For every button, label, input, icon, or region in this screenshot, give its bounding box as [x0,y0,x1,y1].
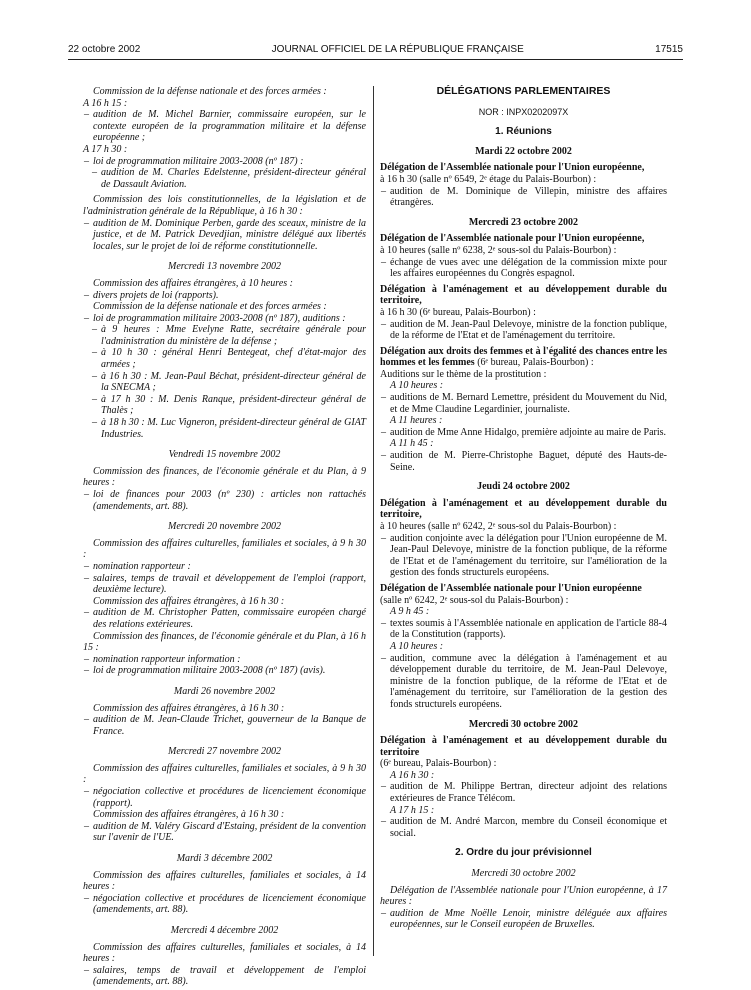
commission-heading: Commission des affaires étrangères, à 16 h 30 : [93,809,285,821]
agenda-item: – audition de M. Christopher Patten, commissaire européen chargé des relations extérieures. [83,607,366,630]
nor-reference: NOR : INPX0202097X [478,106,569,117]
agenda-item: – loi de programmation militaire 2003-2008 (nº 187), auditions : [83,313,366,325]
commission-heading: Commission des affaires étrangères, à 10 heures : [93,277,293,289]
agenda-item: – loi de programmation militaire 2003-2008 (nº 187) (avis). [83,665,366,677]
agenda-item: – audition de M. Jean-Claude Trichet, gouverneur de la Banque de France. [83,714,366,737]
header-page-number: 17515 [655,44,683,55]
delegation-heading [380,162,667,174]
agenda-item: – salaires, temps de travail et développement de l'emploi (rapport, deuxième lecture). [83,573,366,596]
commission-heading: Commission des affaires étrangères, à 16 h 30 : [93,595,285,607]
delegation-location: à 10 heures (salle nº 6242, 2ᵉ sous-sol du Palais-Bourbon) : [380,521,617,532]
commission-heading: Commission des affaires culturelles, familiales et sociales, à 14 heures : [83,869,366,893]
agenda-item: – négociation collective et procédures de licenciement économique (rapport). [83,786,366,809]
commission-heading: Commission des affaires culturelles, familiales et sociales, à 9 h 30 : [83,537,366,561]
time-label: A 17 h 30 : [83,143,128,155]
agenda-item: – audition de M. Jean-Paul Delevoye, ministre de la fonction publique, de la réforme de l'Etat et de l'aménagement du territoire. [380,319,667,342]
delegation-heading [380,284,667,307]
delegation-heading [380,233,667,245]
time-label: A 11 h 45 : [390,438,434,450]
time-label: A 10 heures : [390,640,444,652]
header-date: 22 octobre 2002 [68,44,141,55]
time-label: A 16 h 15 : [83,97,128,109]
commission-heading: Commission des affaires étrangères, à 16 h 30 : [93,702,285,714]
agenda-subitem: – audition de M. Charles Edelstenne, président-directeur général de Dassault Aviation. [83,167,366,190]
agenda-subitem: – à 16 h 30 : M. Jean-Paul Béchat, président-directeur général de la SNECMA ; [83,371,366,394]
delegation-name: Délégation de l'Assemblée nationale pour l'Union européenne, [380,233,645,245]
agenda-item: – audition de M. André Marcon, membre du Conseil économique et social. [380,816,667,839]
session-date: Mercredi 30 octobre 2002 [468,718,579,730]
session-date: Mercredi 30 octobre 2002 [471,868,576,880]
agenda-item: – audition de M. Philippe Bertran, directeur adjoint des relations extérieures de France Télécom. [380,781,667,804]
agenda-item: – audition de M. Dominique Perben, garde des sceaux, ministre de la justice, et de M. Patrick Devedjian, ministre délégué aux libertés locales, sur le projet de loi de réforme constitutionnelle. [83,218,366,253]
header-journal-title: JOURNAL OFFICIEL DE LA RÉPUBLIQUE FRANÇAISE [271,44,524,55]
agenda-item: – échange de vues avec une délégation de la commission mixte pour les affaires européennes du Congrès espagnol. [380,257,667,280]
commission-heading: Commission de la défense nationale et des forces armées : [93,86,327,97]
delegation-location: (6ᵉ bureau, Palais-Bourbon) : [477,357,594,369]
commission-heading: Commission des finances, de l'économie générale et du Plan, à 16 h 15 : [83,630,366,654]
section-title: DÉLÉGATIONS PARLEMENTAIRES [436,85,611,97]
agenda-item: – nomination rapporteur information : [83,654,366,666]
agenda-item: – audition de M. Valéry Giscard d'Estaing, président de la convention sur l'avenir de l'UE. [83,821,366,844]
agenda-item: – loi de finances pour 2003 (nº 230) : articles non rattachés (amendements, art. 88). [83,489,366,512]
subsection-title: 1. Réunions [495,126,552,138]
agenda-item: – négociation collective et procédures de licenciement économique (amendements, art. 88). [83,893,366,916]
session-date: Mardi 26 novembre 2002 [173,685,276,697]
delegation-name: Délégation de l'Assemblée nationale pour l'Union européenne, [380,162,645,174]
agenda-subitem: – à 17 h 30 : M. Denis Ranque, président-directeur général de Thalès ; [83,394,366,417]
session-date: Mardi 3 décembre 2002 [176,853,273,865]
subsection-title: 2. Ordre du jour prévisionnel [455,847,592,859]
agenda-item: – audition de Mme Noëlle Lenoir, ministre déléguée aux affaires européennes, sur le Conseil européen de Bruxelles. [380,908,667,931]
agenda-item: – loi de programmation militaire 2003-2008 (nº 187) : [83,156,366,168]
commission-heading: Commission de la défense nationale et des forces armées : [93,301,327,313]
column-divider [373,86,374,956]
session-date: Mercredi 23 octobre 2002 [468,216,579,228]
delegation-name: Délégation à l'aménagement et au développement durable du territoire, [380,497,667,521]
left-column [83,86,366,988]
session-date: Mercredi 27 novembre 2002 [167,746,282,758]
agenda-item: – textes soumis à l'Assemblée nationale en application de l'article 88-4 de la Constitution (rapports). [380,618,667,641]
right-column [380,86,667,931]
time-label: A 11 heures : [390,415,443,427]
session-date: Mercredi 4 décembre 2002 [170,925,279,936]
agenda-item: – audition de M. Pierre-Christophe Baguet, député des Hauts-de-Seine. [380,450,667,473]
session-date: Mardi 22 octobre 2002 [475,145,572,157]
commission-heading: Commission des affaires culturelles, familiales et sociales, à 9 h 30 : [83,762,366,786]
commission-heading: Commission des finances, de l'économie générale et du Plan, à 9 heures : [83,465,366,489]
delegation-name: Délégation à l'aménagement et au développement durable du territoire, [380,283,667,307]
agenda-item: – audition de Mme Anne Hidalgo, première adjointe au maire de Paris. [380,427,667,439]
agenda-intro: Auditions sur le thème de la prostitution : [380,368,547,380]
agenda-subitem: – à 9 heures : Mme Evelyne Ratte, secrétaire générale pour l'administration du ministère de la défense ; [83,324,366,347]
agenda-subitem: – à 10 h 30 : général Henri Bentegeat, chef d'état-major des armées ; [83,347,366,370]
agenda-item: – audition, commune avec la délégation à l'aménagement et au développement durable du territoire, de M. Jean-Paul Delevoye, ministre de la fonction publique, de la réforme de l'Etat et de l'aménagement du territoire, sur l'amélioration de la gestion des fonds structurels européens. [380,653,667,711]
delegation-heading [380,346,667,369]
agenda-item: – divers projets de loi (rapports). [83,290,366,302]
delegation-location: à 16 h 30 (salle nº 6549, 2ᵉ étage du Palais-Bourbon) : [380,173,597,185]
agenda-item: – nomination rapporteur : [83,561,366,573]
session-date: Vendredi 15 novembre 2002 [168,449,281,461]
time-label: A 9 h 45 : [390,606,430,618]
commission-heading: Commission des lois constitutionnelles, de la législation et de l'administration générale de la République, à 16 h 30 : [83,194,366,217]
time-label: A 10 heures : [390,380,444,392]
delegation-heading: Délégation de l'Assemblée nationale pour l'Union européenne, à 17 heures : [380,884,667,908]
delegation-heading [380,583,667,595]
delegation-location: à 10 heures (salle nº 6238, 2ᵉ sous-sol du Palais-Bourbon) : [380,244,617,256]
delegation-name: Délégation à l'aménagement et au développement durable du territoire [380,735,667,758]
delegation-heading [380,735,667,758]
commission-heading: Commission des affaires culturelles, familiales et sociales, à 14 heures : [83,941,366,965]
agenda-item: – audition de M. Michel Barnier, commissaire européen, sur le contexte européen de la programmation militaire et la défense européenne ; [83,109,366,144]
session-date: Mercredi 20 novembre 2002 [167,521,282,533]
agenda-item: – auditions de M. Bernard Lemettre, président du Mouvement du Nid, et de Mme Claudine Legardinier, journaliste. [380,392,667,415]
header-rule [68,59,683,60]
delegation-location: (6ᵉ bureau, Palais-Bourbon) : [380,758,497,770]
time-label: A 17 h 15 : [390,804,435,816]
delegation-name: Délégation aux droits des femmes et à l'égalité des chances entre les hommes et les femmes [380,345,667,369]
agenda-item: – salaires, temps de travail et développement de l'emploi (amendements, art. 88). [83,965,366,988]
delegation-location: à 16 h 30 (6ᵉ bureau, Palais-Bourbon) : [380,306,536,318]
time-label: A 16 h 30 : [390,769,435,781]
agenda-item: – audition de M. Dominique de Villepin, ministre des affaires étrangères. [380,186,667,209]
page-header [68,44,683,58]
agenda-subitem: – à 18 h 30 : M. Luc Vigneron, président-directeur général de GIAT Industries. [83,417,366,440]
session-date: Jeudi 24 octobre 2002 [477,481,570,493]
agenda-item: – audition conjointe avec la délégation pour l'Union européenne de M. Jean-Paul Delevoye, ministre de la fonction publique, de la réforme de l'Etat et de l'aménagement du territoire, sur l'amélioration de la gestion des fonds structurels européens. [380,533,667,579]
delegation-name: Délégation de l'Assemblée nationale pour l'Union européenne [380,582,642,594]
delegation-location: (salle nº 6242, 2ᵉ sous-sol du Palais-Bourbon) : [380,594,569,606]
session-date: Mercredi 13 novembre 2002 [167,261,282,273]
delegation-heading [380,498,667,521]
